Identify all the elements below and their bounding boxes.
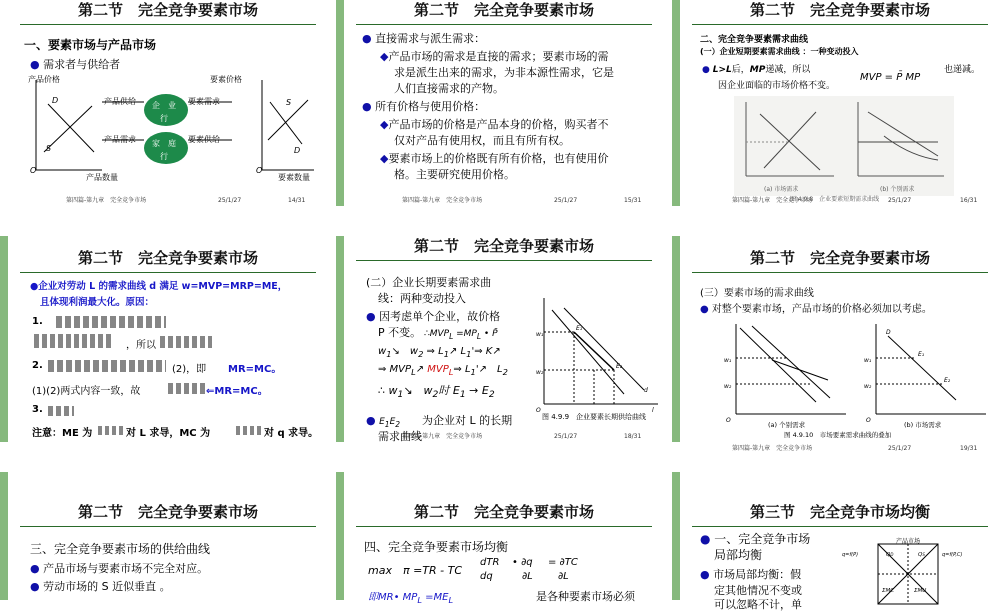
svg-text:O: O xyxy=(536,407,541,414)
equation-image xyxy=(98,426,124,435)
svg-text:w₂: w₂ xyxy=(724,383,732,390)
text: P 不变。 xyxy=(378,326,422,339)
footer-date: 25/1/27 xyxy=(218,197,242,204)
diamond-icon: ◆ xyxy=(380,152,389,165)
bullet-icon: ● xyxy=(702,65,713,75)
figure-label: (b) 市场需求 xyxy=(904,421,942,429)
title-divider xyxy=(20,24,316,25)
bullet-text: 直接需求与派生需求： xyxy=(375,32,486,45)
text-line: 可以忽略不计，单 xyxy=(714,598,802,611)
text-line: 且体现利润最大化。原因： xyxy=(40,297,155,308)
node-label: 家 庭 xyxy=(152,139,176,148)
item-number: 1. xyxy=(32,316,43,327)
bullet-icon: ● xyxy=(362,32,376,45)
formula: MVP = P̄ MP xyxy=(860,72,921,83)
svg-text:O: O xyxy=(866,417,871,424)
bullet-line xyxy=(366,308,500,324)
bullet-icon: ● xyxy=(700,568,714,581)
figure-label: (b) 个别需求 xyxy=(880,186,915,193)
accent-bar xyxy=(672,236,680,442)
text-line: 定其他情况不变或 xyxy=(714,584,802,597)
equation-image xyxy=(48,406,74,416)
text: 产品市场与要素市场不完全对应。 xyxy=(43,562,209,575)
flow-label: 产品供给 xyxy=(104,97,136,106)
bullet-icon: ● xyxy=(30,562,44,575)
svg-text:w₁: w₁ xyxy=(536,331,544,338)
bullet-icon: ● xyxy=(30,58,44,71)
slide-title: 第二节 完全竞争要素市场 xyxy=(77,503,258,521)
footer-page: 14/31 xyxy=(288,197,306,204)
slide-title: 第三节 完全竞争市场均衡 xyxy=(749,503,930,521)
slide-title: 第二节 完全竞争要素市场 xyxy=(749,1,930,19)
math: L>L xyxy=(712,65,732,75)
footer-date: 25/1/27 xyxy=(554,197,578,204)
sub-bullet xyxy=(380,116,608,132)
text-line: ⇐MR=MC。 xyxy=(206,386,268,397)
bullet-icon: ● xyxy=(366,310,380,323)
accent-bar xyxy=(0,236,8,442)
bullet-icon: ● xyxy=(700,532,715,546)
slide-title: 第二节 完全竞争要素市场 xyxy=(413,237,594,255)
svg-text:E₁: E₁ xyxy=(918,351,925,358)
title-divider xyxy=(20,272,316,273)
partial-equilibrium-diagram xyxy=(838,534,988,614)
equation-image xyxy=(168,383,206,394)
heading: 一、要素市场与产品市场 xyxy=(24,38,157,52)
heading: 二、完全竞争要素需求曲线 xyxy=(700,35,809,45)
text: 一、完全竞争市场 xyxy=(714,532,811,546)
text-line: 对 L 求导，MC 为 xyxy=(126,428,211,439)
svg-text:l: l xyxy=(652,407,654,414)
footer-page: 16/31 xyxy=(960,197,978,204)
footer-chapter: 第四篇-第九章 完全竞争市场 xyxy=(402,197,483,204)
title-divider xyxy=(20,526,316,527)
slide-18[interactable] xyxy=(336,236,664,442)
bullet-text: 需求者与供给者 xyxy=(43,58,121,71)
footer-chapter: 第四篇-第九章 完全竞争市场 xyxy=(732,445,813,452)
svg-text:O: O xyxy=(726,417,731,424)
svg-text:ΣMU: ΣMU xyxy=(914,588,927,594)
svg-text:w₂: w₂ xyxy=(536,369,544,376)
svg-text:E₂: E₂ xyxy=(616,363,623,370)
math-line: $w_1↘$ $w_2$ ⇒ $L_1↗$ $L_1'\Rightarrow$ K↗ xyxy=(378,346,501,359)
bullet-icon: ● xyxy=(366,414,380,427)
origin-label: O xyxy=(30,166,37,175)
math-line: ⇒ $MVP_L↗$ $MVP_L\Rightarrow$ $L_1'↗$ $L_2$ xyxy=(378,364,508,377)
flow-label: 产品需求 xyxy=(104,135,136,144)
text: 递减，所以 xyxy=(765,65,811,75)
slide-title: 第二节 完全竞争要素市场 xyxy=(413,1,594,19)
axis-label: 产品数量 xyxy=(86,173,118,182)
svg-text:D: D xyxy=(886,329,891,336)
supply-demand-diagram xyxy=(22,72,322,182)
accent-bar xyxy=(336,472,344,600)
footer-chapter: 第四篇-第九章 完全竞争市场 xyxy=(732,197,813,204)
diamond-icon: ◆ xyxy=(380,50,389,63)
footer-page: 19/31 xyxy=(960,445,978,452)
bullet-text: 所有价格与使用价格： xyxy=(375,100,486,113)
figure-label: 产品市场 xyxy=(896,538,921,545)
svg-text:q=f(P,C): q=f(P,C) xyxy=(942,552,963,558)
text-line: 是各种要素市场必须 xyxy=(536,590,635,603)
text-line: 人们直接需求的产物。 xyxy=(394,82,504,95)
axis-label: 要素价格 xyxy=(210,75,242,84)
axis-label: 要素数量 xyxy=(278,173,310,182)
figure-caption: 图 4.9.9 企业要素长期供给曲线 xyxy=(542,413,647,421)
footer-date: 25/1/27 xyxy=(888,445,912,452)
axis-label: 产品价格 xyxy=(28,75,60,84)
svg-text:q=f(P): q=f(P) xyxy=(842,552,859,558)
svg-text:QS: QS xyxy=(918,552,925,558)
math-line: ∴ $w_1↘$ $w_2$时 $E_1 \to E_2$ xyxy=(378,384,495,401)
svg-text:w₁: w₁ xyxy=(724,357,732,364)
svg-text:QD: QD xyxy=(886,552,894,558)
title-divider xyxy=(692,272,988,273)
text-line: (1)(2)两式内容一致，故 xyxy=(32,386,141,397)
heading: 四、完全竞争要素市场均衡 xyxy=(364,540,509,554)
curve-label: D xyxy=(52,96,59,105)
curve-label: S xyxy=(46,144,52,153)
slide-19[interactable] xyxy=(672,236,1000,452)
footer-date: 25/1/27 xyxy=(888,197,912,204)
text: 为企业对 L 的长期 xyxy=(422,414,513,427)
equation-image xyxy=(56,316,166,328)
market-demand-figure xyxy=(716,320,996,430)
item-number: 3. xyxy=(32,404,43,415)
text-line: (2)，即 xyxy=(172,364,207,375)
text-line: 格。主要研究使用价格。 xyxy=(394,168,515,181)
text: 要素市场上的价格既有所有价格，也有使用价 xyxy=(388,152,609,165)
bullet-line xyxy=(700,300,932,315)
bullet-line: ● $E_1E_2$ 为企业对 L 的长期 xyxy=(366,414,513,429)
footer-date: 25/1/27 xyxy=(554,433,578,440)
slide-21[interactable] xyxy=(336,472,664,605)
node-label: 行 xyxy=(160,114,168,123)
text-line: 注意：ME 为 xyxy=(32,428,93,439)
figure-label: (a) 市场需求 xyxy=(764,186,799,193)
long-run-demand-figure xyxy=(534,294,664,424)
bullet-line xyxy=(700,530,810,547)
equation-image xyxy=(34,334,114,348)
formula: max π =TR - TC xyxy=(368,564,463,577)
text: 劳动市场的 S 近似垂直 。 xyxy=(43,580,171,593)
bullet-icon: ● xyxy=(362,100,376,113)
slide-title: 第二节 完全竞争要素市场 xyxy=(77,1,258,19)
heading: 线：两种变动投入 xyxy=(378,292,466,305)
formula: 即MR• $MP_L =ME_L$ xyxy=(368,592,454,605)
text: 市场局部均衡：假 xyxy=(713,568,802,581)
accent-bar xyxy=(336,236,344,442)
footer-page: 15/31 xyxy=(624,197,642,204)
slide-16[interactable] xyxy=(672,0,1000,206)
slide-title: 第二节 完全竞争要素市场 xyxy=(749,249,930,267)
short-run-demand-figure xyxy=(734,96,954,196)
flow-label: 要素需求 xyxy=(188,97,220,106)
heading: (三）要素市场的需求曲线 xyxy=(700,288,814,299)
text: 因考虑单个企业，故价格 xyxy=(379,310,501,323)
bullet-line xyxy=(362,98,485,114)
text-line: 求是派生出来的需求，为非本源性需求，它是 xyxy=(394,66,614,79)
text-line: ，所以 xyxy=(126,340,156,351)
text-line: 也递减。 xyxy=(944,65,981,75)
slide-20[interactable] xyxy=(0,472,328,600)
heading: 三、完全竞争要素市场的供给曲线 xyxy=(30,542,211,556)
formula-derivative: dTR dq xyxy=(480,557,500,582)
flow-label: 要素供给 xyxy=(188,135,220,144)
text: 产品市场的价格是产品本身的价格，购买者不 xyxy=(388,118,609,131)
accent-bar xyxy=(336,0,344,206)
diamond-icon: ◆ xyxy=(380,118,389,131)
title-divider xyxy=(692,526,988,527)
text: 后， xyxy=(731,65,750,75)
bullet-line xyxy=(30,578,171,594)
origin-label: O xyxy=(256,166,263,175)
footer-page: 18/31 xyxy=(624,433,642,440)
slide-17[interactable] xyxy=(0,236,328,442)
formula-derivative: • ∂q ∂L xyxy=(512,557,533,582)
title-divider xyxy=(356,24,652,25)
text-line: ●企业对劳动 L 的需求曲线 d 满足 w=MVP=MRP=ME， xyxy=(30,281,288,292)
text: 产品市场的需求是直接的需求；要素市场的需 xyxy=(388,50,609,63)
curve-label: D xyxy=(294,146,301,155)
slide-title: 第二节 完全竞争要素市场 xyxy=(413,503,594,521)
figure-label: (a) 个别需求 xyxy=(768,421,806,429)
bullet-icon: ● xyxy=(700,304,712,315)
text-line: 对 q 求导。 xyxy=(264,428,319,439)
footer-chapter: 第四篇-第九章 完全竞争市场 xyxy=(402,433,483,440)
slide-22[interactable] xyxy=(672,472,1000,611)
text-line: P 不变。 $\therefore MVP_L =MP_L$ • P̄ xyxy=(378,326,498,341)
text-line: 因企业面临的市场价格不变。 xyxy=(718,81,836,91)
equation-image xyxy=(236,426,262,435)
slide-title: 第二节 完全竞争要素市场 xyxy=(77,249,258,267)
accent-bar xyxy=(0,472,8,600)
text-line: 需求曲线 xyxy=(378,430,422,443)
text: 对整个要素市场，产品市场的价格必须加以考虑。 xyxy=(711,304,932,315)
heading: (二）企业长期要素需求曲 xyxy=(366,276,492,289)
formula-derivative: = ∂TC ∂L xyxy=(548,557,578,582)
subheading: (一）企业短期要素需求曲线 ：一种变动投入 xyxy=(700,47,859,56)
text-line: 局部均衡 xyxy=(714,548,763,562)
node-label: 企 业 xyxy=(152,101,176,110)
svg-text:E₁: E₁ xyxy=(576,325,583,332)
node-label: 行 xyxy=(160,152,168,161)
bullet-line xyxy=(30,56,120,72)
title-divider xyxy=(692,24,988,25)
svg-text:d: d xyxy=(644,387,648,394)
text-line: MR=MC。 xyxy=(228,364,282,375)
svg-text:w₂: w₂ xyxy=(864,383,872,390)
accent-bar xyxy=(672,472,680,600)
bullet-line xyxy=(362,30,485,46)
accent-bar xyxy=(672,0,680,206)
svg-text:w₁: w₁ xyxy=(864,357,872,364)
bullet-line xyxy=(702,62,810,75)
bullet-line xyxy=(30,560,208,576)
bullet-line xyxy=(700,566,801,582)
sub-bullet xyxy=(380,150,608,166)
footer-chapter: 第四篇-第九章 完全竞争市场 xyxy=(66,197,147,204)
figure-caption: 图 4.9.8 企业要素短期需求曲线 xyxy=(790,196,880,203)
equation-image xyxy=(48,360,166,372)
item-number: 2. xyxy=(32,360,43,371)
math: MP xyxy=(749,65,766,75)
equation-image xyxy=(160,336,212,348)
title-divider xyxy=(356,526,652,527)
figure-caption: 图 4.9.10 市场要素需求曲线的叠加 xyxy=(784,431,892,439)
title-divider xyxy=(356,260,652,261)
sub-bullet xyxy=(380,48,608,64)
svg-text:ΣMC: ΣMC xyxy=(882,588,895,594)
curve-label: S xyxy=(286,98,292,107)
slide-14[interactable] xyxy=(0,0,328,206)
bullet-icon: ● xyxy=(30,580,44,593)
svg-text:E₂: E₂ xyxy=(944,377,951,384)
slide-15[interactable] xyxy=(336,0,664,206)
text-line: 仅对产品有使用权，而且有所有权。 xyxy=(394,134,570,147)
